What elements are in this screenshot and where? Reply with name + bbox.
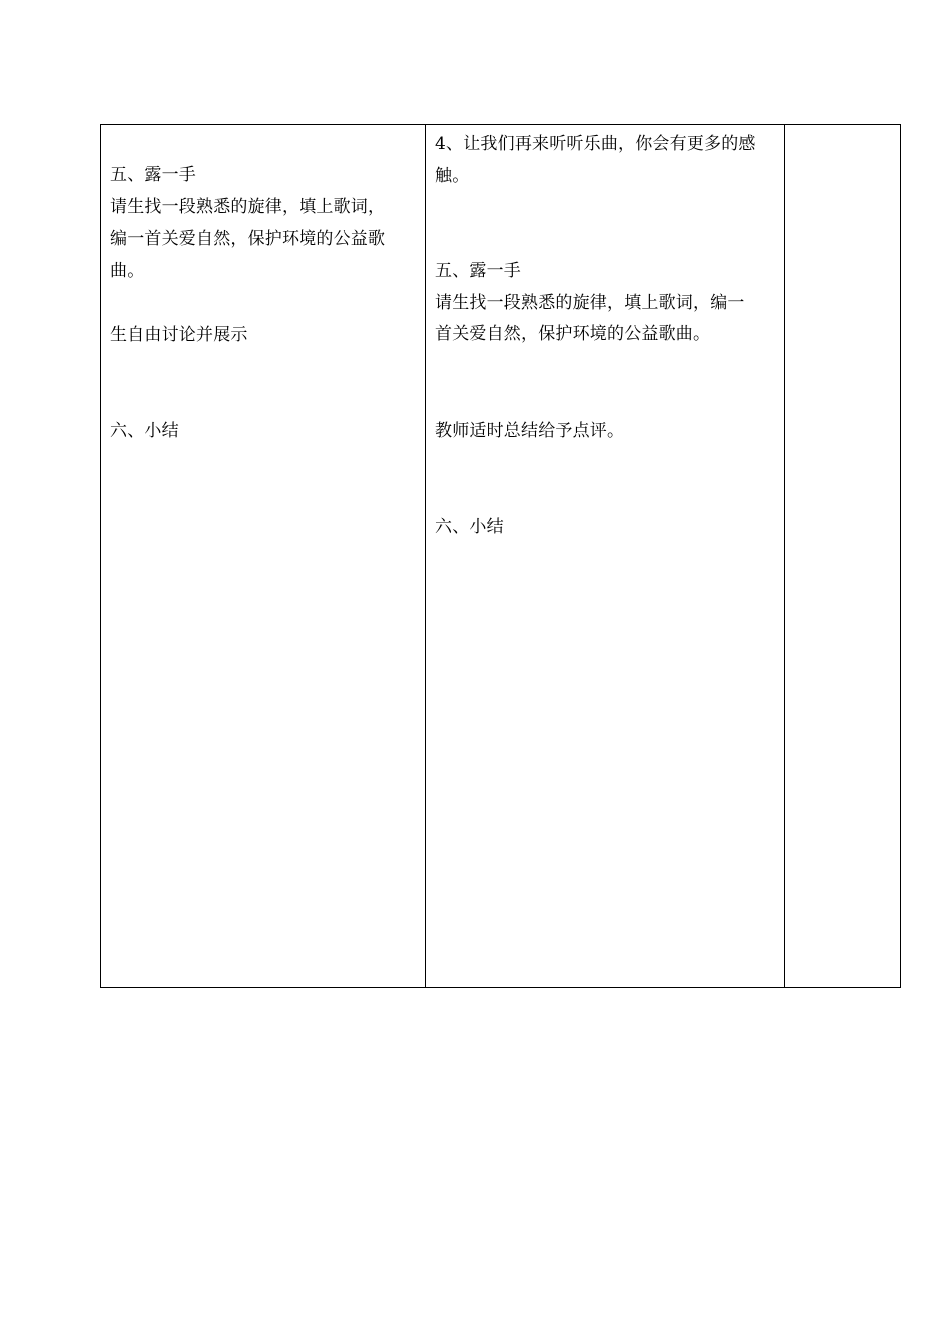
section6-heading: 六、小结 [435,517,504,537]
student-activity-cell [101,125,426,988]
section5-heading: 五、露一手 [435,261,521,281]
section6-heading: 六、小结 [110,421,179,441]
item4-text-line: 4、让我们再来听听乐曲，你会有更多的感 [435,134,756,154]
section5-text-line: 请生找一段熟悉的旋律，填上歌词， [110,197,386,217]
item4-text-line: 触。 [435,166,470,186]
section5-heading: 五、露一手 [110,165,196,185]
section5-text-line: 曲。 [110,261,145,281]
table-row [101,125,901,988]
section5-text-line: 编一首关爱自然，保护环境的公益歌 [110,229,386,249]
section5-text-line: 请生找一段熟悉的旋律，填上歌词，编一 [435,293,745,313]
lesson-plan-table [100,124,901,988]
section5-text-line: 首关爱自然，保护环境的公益歌曲。 [435,324,711,344]
discussion-text: 生自由讨论并展示 [110,325,248,345]
notes-cell [785,125,901,988]
summary-comment: 教师适时总结给予点评。 [435,421,625,441]
teacher-activity-cell [426,125,785,988]
